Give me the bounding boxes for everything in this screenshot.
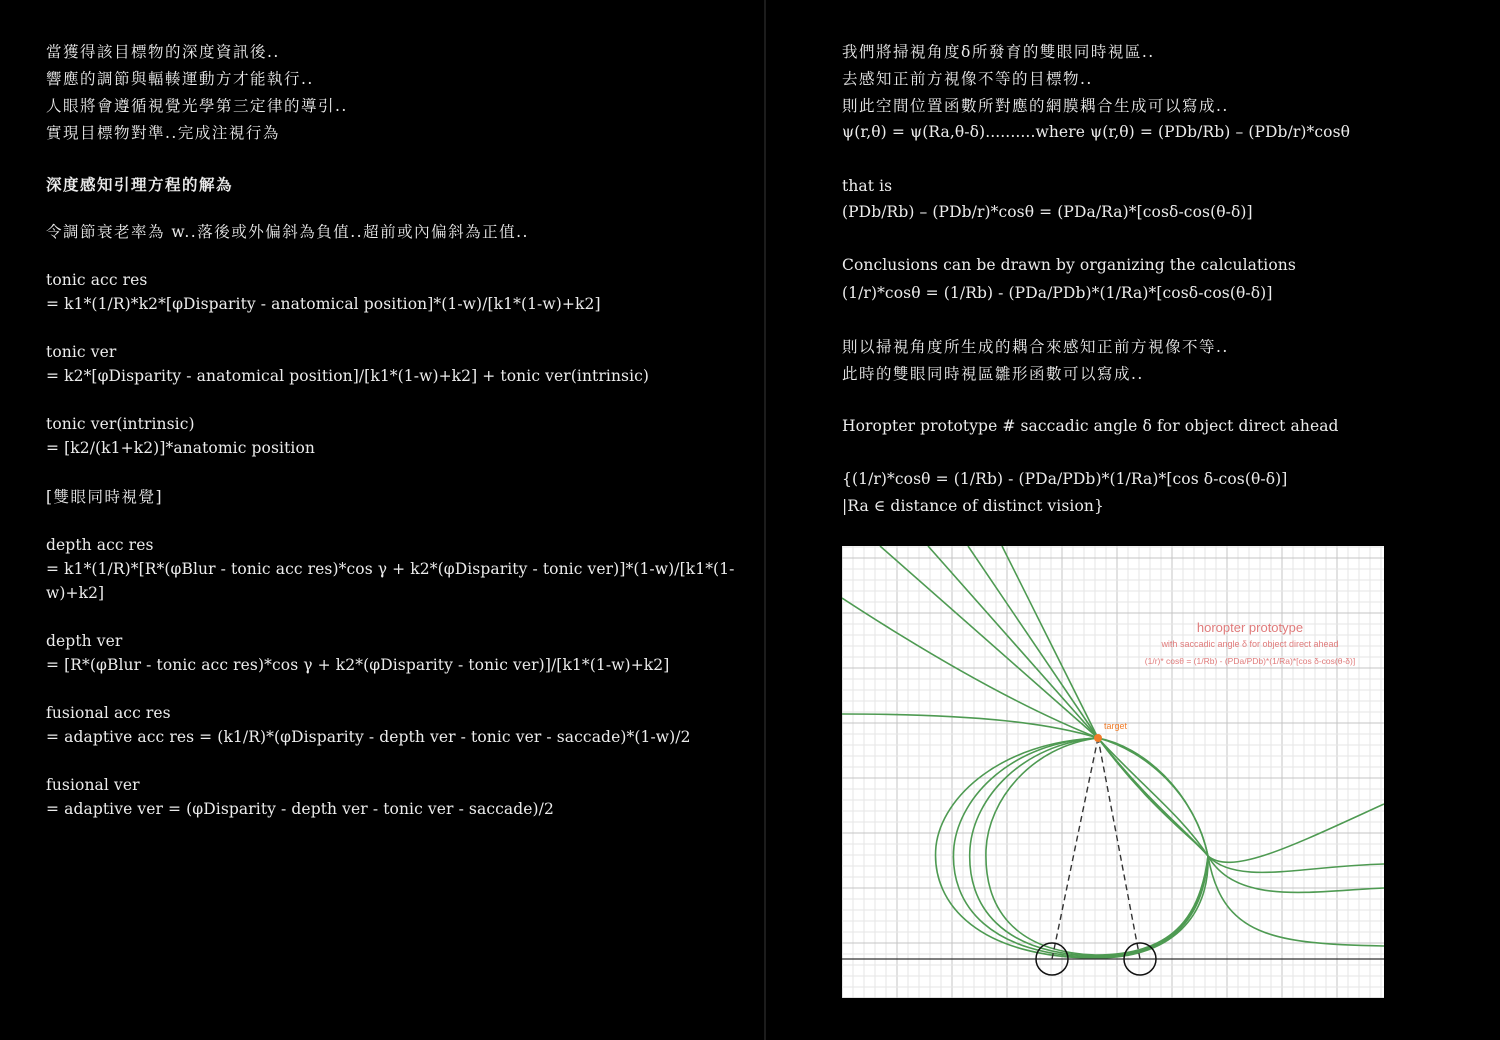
- equation-label: tonic acc res: [46, 271, 148, 289]
- text-line: 去感知正前方視像不等的目標物..: [842, 70, 1093, 88]
- text-line: that is: [842, 177, 893, 195]
- equation: (1/r)*cosθ = (1/Rb) - (PDa/PDb)*(1/Ra)*[cosδ-cos(θ-δ)]: [842, 284, 1273, 302]
- text-line: Conclusions can be drawn by organizing the calculations: [842, 256, 1296, 274]
- text-line: 當獲得該目標物的深度資訊後..: [46, 43, 280, 61]
- equation: = [R*(φBlur - tonic acc res)*cos γ + k2*(φDisparity - tonic ver)]/[k1*(1-w)+k2]: [46, 656, 670, 674]
- text-line: 人眼將會遵循視覺光學第三定律的導引..: [46, 97, 348, 115]
- equation-label: depth ver: [46, 632, 123, 650]
- text-line: 則此空間位置函數所對應的網膜耦合生成可以寫成..: [842, 97, 1229, 115]
- equation: {(1/r)*cosθ = (1/Rb) - (PDa/PDb)*(1/Ra)*[cos δ-cos(θ-δ)]: [842, 470, 1288, 488]
- target-point: [1094, 734, 1102, 742]
- figure-subtitle: with saccadic angle δ for object direct ahead: [1161, 639, 1339, 649]
- equation-label: tonic ver: [46, 343, 117, 361]
- equation: ψ(r,θ) = ψ(Ra,θ-δ)..........where ψ(r,θ) = (PDb/Rb) – (PDb/r)*cosθ: [842, 123, 1351, 141]
- section-heading: 深度感知引理方程的解為: [46, 175, 234, 194]
- text-line: 則以掃視角度所生成的耦合來感知正前方視像不等..: [842, 338, 1229, 356]
- right-page: [766, 0, 1500, 1040]
- horopter-curve: [1098, 738, 1384, 892]
- target-label: target: [1104, 721, 1128, 731]
- equation: |Ra ∈ distance of distinct vision}: [842, 497, 1104, 515]
- grid: [842, 546, 1384, 998]
- figure-formula: (1/r)* cosθ = (1/Rb) - (PDa/PDb)*(1/Ra)*[cos δ-cos(θ-δ)]: [1144, 656, 1356, 666]
- equation-label: fusional ver: [46, 776, 140, 794]
- equation: = k1*(1/R)*k2*[φDisparity - anatomical position]*(1-w)/[k1*(1-w)+k2]: [46, 295, 601, 313]
- text-line: 實現目標物對準..完成注視行為: [46, 124, 280, 142]
- horopter-curve: [986, 738, 1208, 955]
- text-line: 我們將掃視角度δ所發育的雙眼同時視區..: [842, 43, 1155, 61]
- horopter-diagram: [842, 546, 1384, 998]
- right-visual-axis: [1098, 738, 1140, 959]
- equation: = k1*(1/R)*[R*(φBlur - tonic acc res)*cos γ + k2*(φDisparity - tonic ver)]*(1-w)/[k1*(1-: [46, 560, 735, 578]
- left-visual-axis: [1052, 738, 1098, 959]
- figure-title: horopter prototype: [1196, 620, 1304, 635]
- equation: = [k2/(k1+k2)]*anatomic position: [46, 439, 315, 457]
- equation: = adaptive ver = (φDisparity - depth ver - tonic ver - saccade)/2: [46, 800, 554, 818]
- text-line: 令調節衰老率為 w..落後或外偏斜為負值..超前或內偏斜為正值..: [46, 223, 529, 241]
- equation-label: tonic ver(intrinsic): [46, 415, 195, 433]
- horopter-curve: [1098, 738, 1384, 946]
- equation: w)+k2]: [46, 584, 105, 602]
- equation-label: fusional acc res: [46, 704, 171, 722]
- horopter-figure: [842, 546, 1384, 998]
- text-line: Horopter prototype # saccadic angle δ for object direct ahead: [842, 417, 1339, 435]
- text-line: 此時的雙眼同時視區雛形函數可以寫成..: [842, 365, 1144, 383]
- section-heading: [雙眼同時視覺]: [46, 488, 164, 506]
- equation: = adaptive acc res = (k1/R)*(φDisparity - depth ver - tonic ver - saccade)*(1-w)/2: [46, 728, 691, 746]
- equation: (PDb/Rb) – (PDb/r)*cosθ = (PDa/Ra)*[cosδ-cos(θ-δ)]: [842, 203, 1253, 221]
- equation: = k2*[φDisparity - anatomical position]/[k1*(1-w)+k2] + tonic ver(intrinsic): [46, 367, 650, 385]
- text-line: 響應的調節與輻輳運動方才能執行..: [46, 70, 314, 88]
- horopter-curves: [842, 546, 1384, 958]
- horopter-curve: [936, 738, 1209, 958]
- horopter-curve: [953, 738, 1208, 957]
- equation-label: depth acc res: [46, 536, 154, 554]
